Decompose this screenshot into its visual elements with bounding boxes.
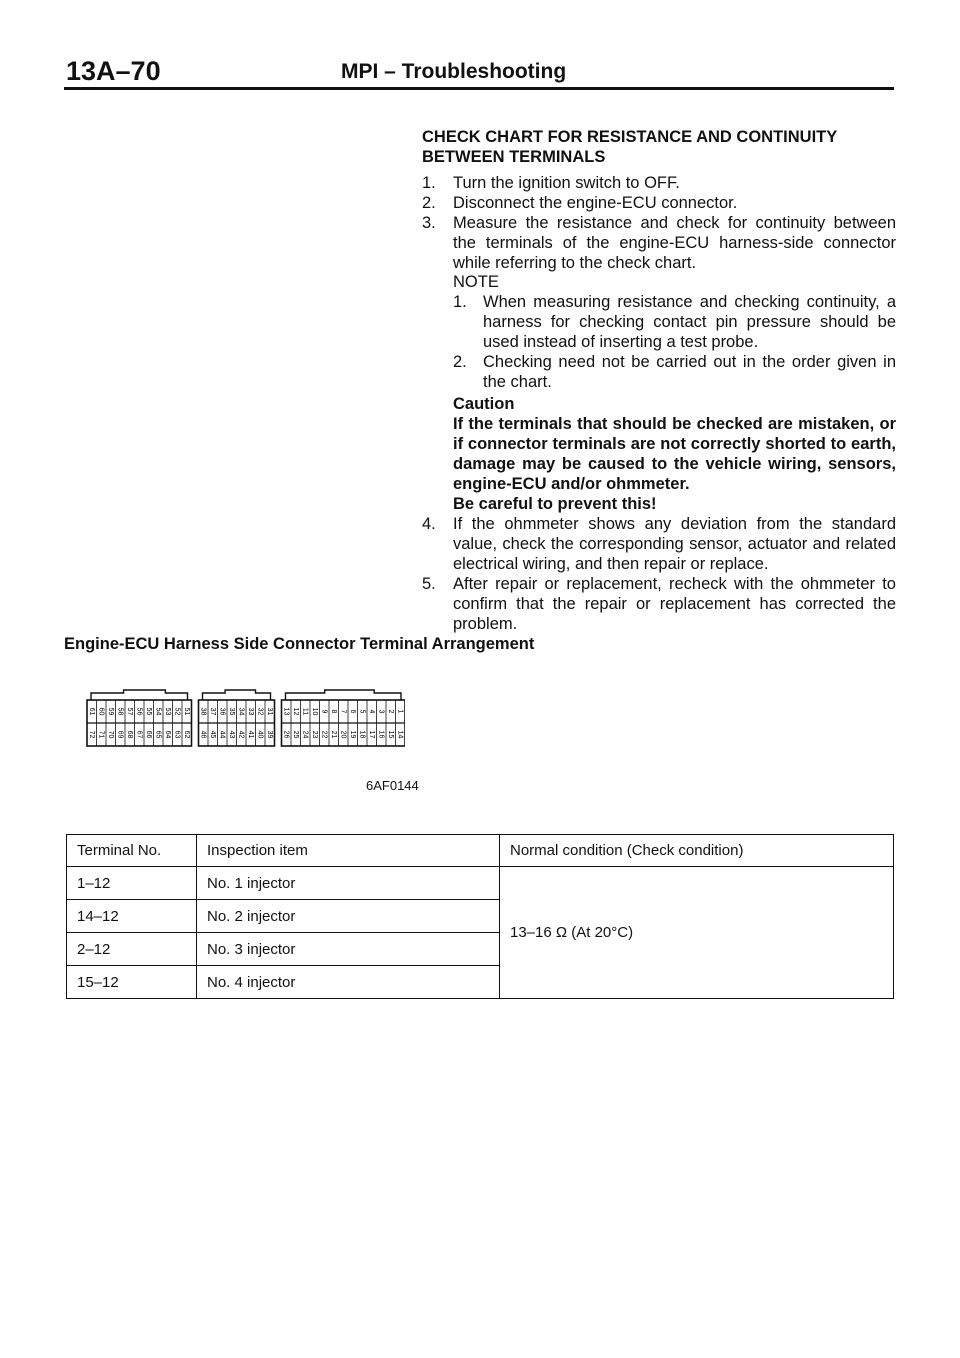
header-condition: Normal condition (Check condition) [500, 835, 894, 867]
item-cell: No. 4 injector [197, 966, 500, 999]
terminal-label: 64 [163, 730, 171, 739]
terminal-label: 65 [154, 730, 162, 739]
terminal-label: 41 [246, 730, 254, 739]
terminal-label: 22 [320, 730, 328, 739]
diagram-code: 6AF0144 [366, 778, 419, 793]
terminal-label: 6 [348, 709, 356, 714]
terminal-label: 14 [396, 730, 404, 739]
terminal-label: 35 [227, 707, 235, 716]
terminal-cell: 14–12 [67, 900, 197, 933]
condition-cell: 13–16 Ω (At 20°C) [500, 867, 894, 999]
terminal-label: 44 [218, 730, 226, 739]
header-item: Inspection item [197, 835, 500, 867]
step-number: 5. [422, 575, 436, 593]
note-number: 1. [453, 293, 467, 311]
terminal-label: 67 [135, 730, 143, 739]
terminal-label: 51 [182, 707, 190, 716]
terminal-label: 40 [256, 730, 264, 739]
connector-latch [203, 690, 271, 700]
section-heading-line1: CHECK CHART FOR RESISTANCE AND CONTINUITY [422, 128, 838, 146]
terminal-label: 24 [301, 730, 309, 739]
terminal-label: 15 [386, 730, 394, 739]
item-cell: No. 1 injector [197, 867, 500, 900]
step-item [422, 514, 896, 574]
terminal-label: 7 [339, 709, 347, 714]
step-item [422, 213, 896, 273]
connector-title: Engine-ECU Harness Side Connector Terminal Arrangement [64, 635, 535, 653]
terminal-label: 20 [339, 730, 347, 739]
terminal-label: 11 [301, 707, 309, 716]
procedure-steps-continued [422, 514, 896, 634]
terminal-label: 8 [329, 709, 337, 714]
terminal-label: 9 [320, 709, 328, 714]
note-block [453, 272, 896, 392]
terminal-cell: 1–12 [67, 867, 197, 900]
connector-latch [286, 690, 402, 700]
page-title: MPI – Troubleshooting [341, 60, 567, 83]
terminal-cell: 15–12 [67, 966, 197, 999]
terminal-label: 25 [291, 730, 299, 739]
terminal-label: 3 [377, 709, 385, 714]
terminal-label: 37 [208, 707, 216, 716]
terminal-label: 5 [358, 709, 366, 714]
terminal-label: 56 [135, 707, 143, 716]
terminal-label: 72 [87, 730, 95, 739]
terminal-label: 17 [367, 730, 375, 739]
terminal-label: 42 [237, 730, 245, 739]
header-rule [64, 87, 894, 90]
terminal-label: 54 [154, 707, 162, 716]
step-text: If the ohmmeter shows any deviation from the standard value, check the corresponding sensor, actuator and related electrical wiring, and then repair or replace. [453, 515, 896, 573]
terminal-label: 32 [256, 707, 264, 716]
terminal-label: 71 [97, 730, 105, 739]
terminal-label: 61 [87, 707, 95, 716]
terminal-label: 12 [291, 707, 299, 716]
note-item [453, 292, 896, 352]
step-text: Turn the ignition switch to OFF. [453, 174, 680, 192]
page-number: 13A–70 [66, 56, 161, 86]
connector-latch [91, 690, 188, 700]
terminal-label: 2 [386, 709, 394, 714]
terminal-label: 39 [265, 730, 273, 739]
step-number: 2. [422, 194, 436, 212]
section-heading [422, 127, 896, 167]
step-number: 1. [422, 174, 436, 192]
step-item [422, 574, 896, 634]
caution-title: Caution [453, 395, 515, 413]
item-cell: No. 2 injector [197, 900, 500, 933]
terminal-label: 36 [218, 707, 226, 716]
terminal-label: 68 [125, 730, 133, 739]
terminal-label: 70 [106, 730, 114, 739]
terminal-label: 13 [282, 707, 290, 716]
terminal-label: 4 [367, 709, 375, 714]
note-number: 2. [453, 353, 467, 371]
terminal-label: 69 [116, 730, 124, 739]
terminal-label: 19 [348, 730, 356, 739]
procedure-steps [422, 173, 896, 273]
terminal-label: 18 [358, 730, 366, 739]
terminal-label: 10 [310, 707, 318, 716]
note-title: NOTE [453, 273, 499, 291]
terminal-label: 16 [377, 730, 385, 739]
caution-block [453, 394, 896, 514]
table-header-row [67, 835, 894, 867]
step-text: Measure the resistance and check for continuity between the terminals of the engine-ECU harness-side connector while referring to the check chart. [453, 214, 896, 272]
terminal-label: 52 [173, 707, 181, 716]
caution-text: If the terminals that should be checked are mistaken, or if connector terminals are not correctly shorted to earth, damage may be caused to the vehicle wiring, sensors, engine-ECU and/or ohmmeter. [453, 415, 896, 493]
terminal-label: 43 [227, 730, 235, 739]
terminal-label: 45 [208, 730, 216, 739]
step-number: 3. [422, 214, 436, 232]
item-cell: No. 3 injector [197, 933, 500, 966]
terminal-label: 59 [106, 707, 114, 716]
note-item [453, 352, 896, 392]
step-text: Disconnect the engine-ECU connector. [453, 194, 738, 212]
terminal-label: 31 [265, 707, 273, 716]
terminal-label: 66 [144, 730, 152, 739]
header-terminal: Terminal No. [67, 835, 197, 867]
caution-emphasis: Be careful to prevent this! [453, 495, 657, 513]
terminal-label: 63 [173, 730, 181, 739]
step-text: After repair or replacement, recheck with the ohmmeter to confirm that the repair or replacement has corrected the problem. [453, 575, 896, 633]
step-item [422, 193, 896, 213]
terminal-label: 62 [182, 730, 190, 739]
terminal-label: 58 [116, 707, 124, 716]
terminal-label: 60 [97, 707, 105, 716]
terminal-label: 33 [246, 707, 254, 716]
terminal-cell: 2–12 [67, 933, 197, 966]
step-number: 4. [422, 515, 436, 533]
terminal-label: 53 [163, 707, 171, 716]
terminal-label: 38 [199, 707, 207, 716]
section-heading-line2: BETWEEN TERMINALS [422, 148, 606, 166]
terminal-label: 55 [144, 707, 152, 716]
terminal-label: 57 [125, 707, 133, 716]
table-row [67, 867, 894, 900]
note-text: Checking need not be carried out in the order given in the chart. [483, 353, 896, 391]
terminal-label: 34 [237, 707, 245, 716]
terminal-label: 46 [199, 730, 207, 739]
check-chart-table [66, 834, 894, 999]
terminal-label: 23 [310, 730, 318, 739]
note-text: When measuring resistance and checking continuity, a harness for checking contact pin pressure should be used instead of inserting a test probe. [483, 293, 896, 351]
terminal-label: 1 [396, 709, 404, 714]
terminal-label: 26 [282, 730, 290, 739]
terminal-label: 21 [329, 730, 337, 739]
step-item [422, 173, 896, 193]
connector-diagram [85, 688, 405, 754]
